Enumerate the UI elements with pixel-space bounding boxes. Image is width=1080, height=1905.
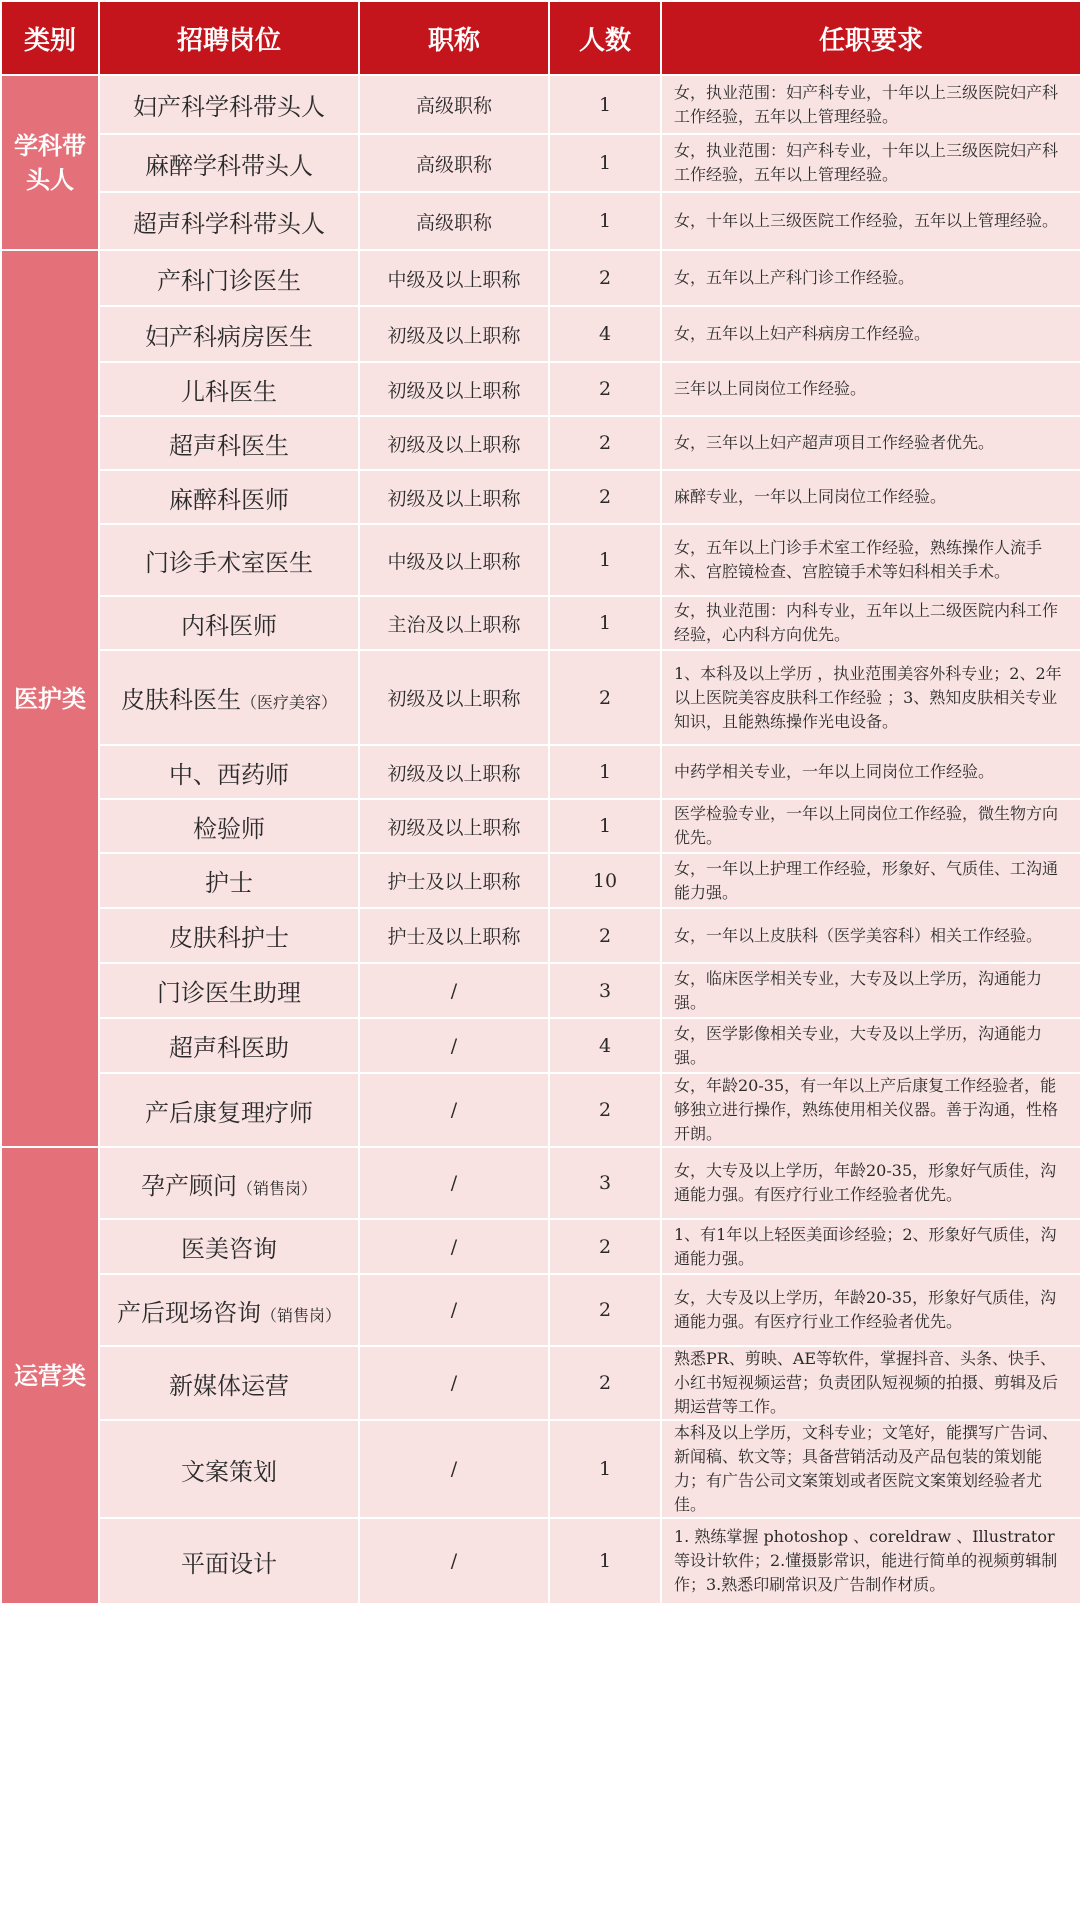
position-cell <box>100 1220 358 1273</box>
table-row <box>2 363 1080 415</box>
table-row <box>2 909 1080 962</box>
count-cell: 2 <box>550 909 660 962</box>
position-cell <box>100 1275 358 1345</box>
position-cell <box>100 417 358 469</box>
table-row <box>2 1275 1080 1345</box>
requirements-cell: 女，三年以上妇产超声项目工作经验者优先。 <box>662 417 1080 469</box>
table-row <box>2 800 1080 852</box>
position-name: 超声科医生 <box>169 431 289 460</box>
header-category: 类别 <box>2 2 98 74</box>
header-row <box>2 2 1080 74</box>
table-body <box>2 76 1080 1603</box>
count-cell: 2 <box>550 1220 660 1273</box>
requirements-cell: 中药学相关专业，一年以上同岗位工作经验。 <box>662 746 1080 798</box>
count-cell: 1 <box>550 193 660 249</box>
table-row <box>2 1074 1080 1146</box>
title-cell: 初级及以上职称 <box>360 471 548 523</box>
position-name: 妇产科学科带头人 <box>133 93 325 121</box>
position-name: 中、西药师 <box>169 760 289 789</box>
requirements-cell: 女，执业范围：妇产科专业，十年以上三级医院妇产科工作经验，五年以上管理经验。 <box>662 135 1080 191</box>
position-cell <box>100 471 358 523</box>
position-name: 检验师 <box>193 814 265 843</box>
position-name: 平面设计 <box>181 1549 277 1578</box>
requirements-cell: 麻醉专业，一年以上同岗位工作经验。 <box>662 471 1080 523</box>
table-row <box>2 193 1080 249</box>
count-cell: 4 <box>550 307 660 361</box>
count-cell: 2 <box>550 651 660 744</box>
count-cell: 10 <box>550 854 660 907</box>
count-cell: 3 <box>550 964 660 1017</box>
requirements-cell: 1. 熟练掌握 photoshop 、coreldraw 、Illustrator等设计软件；2.懂摄影常识，能进行简单的视频剪辑制作；3.熟悉印刷常识及广告制作材质。 <box>662 1519 1080 1603</box>
position-cell <box>100 597 358 649</box>
table-row <box>2 1148 1080 1218</box>
count-cell: 2 <box>550 363 660 415</box>
header-requirements: 任职要求 <box>662 2 1080 74</box>
requirements-cell: 女，五年以上门诊手术室工作经验，熟练操作人流手术、宫腔镜检查、宫腔镜手术等妇科相关手术。 <box>662 525 1080 595</box>
position-name: 超声科学科带头人 <box>133 209 325 238</box>
count-cell: 2 <box>550 1074 660 1146</box>
count-cell: 1 <box>550 1519 660 1603</box>
requirements-cell: 女，年龄20-35，有一年以上产后康复工作经验者，能够独立进行操作，熟练使用相关仪器。善于沟通，性格开朗。 <box>662 1074 1080 1146</box>
table-row <box>2 525 1080 595</box>
header-count: 人数 <box>550 2 660 74</box>
position-cell <box>100 525 358 595</box>
position-name: 产后现场咨询 <box>116 1298 261 1327</box>
title-cell: 高级职称 <box>360 76 548 133</box>
title-cell: 初级及以上职称 <box>360 363 548 415</box>
category-cell: 医护类 <box>2 251 98 1146</box>
title-cell: / <box>360 1275 548 1345</box>
requirements-cell: 熟悉PR、剪映、AE等软件，掌握抖音、头条、快手、小红书短视频运营；负责团队短视频的拍摄、剪辑及后期运营等工作。 <box>662 1347 1080 1419</box>
position-cell <box>100 251 358 305</box>
position-name: 新媒体运营 <box>169 1371 289 1400</box>
requirements-cell: 1、有1年以上轻医美面诊经验；2、形象好气质佳，沟通能力强。 <box>662 1220 1080 1273</box>
count-cell: 4 <box>550 1019 660 1072</box>
count-cell: 1 <box>550 746 660 798</box>
requirements-cell: 1、本科及以上学历 ，执业范围美容外科专业；2、2年以上医院美容皮肤科工作经验 ；3、熟知皮肤相关专业知识，且能熟练操作光电设备。 <box>662 651 1080 744</box>
table-row <box>2 597 1080 649</box>
position-name: 麻醉学科带头人 <box>145 151 313 180</box>
position-cell <box>100 135 358 191</box>
table-row <box>2 651 1080 744</box>
table-row <box>2 1019 1080 1072</box>
position-name: 医美咨询 <box>181 1235 277 1263</box>
table-row <box>2 854 1080 907</box>
requirements-cell: 女，五年以上产科门诊工作经验。 <box>662 251 1080 305</box>
title-cell: 中级及以上职称 <box>360 525 548 595</box>
position-cell <box>100 76 358 133</box>
position-cell <box>100 1019 358 1072</box>
title-cell: / <box>360 1074 548 1146</box>
position-name: 产科门诊医生 <box>157 266 301 295</box>
count-cell: 2 <box>550 251 660 305</box>
count-cell: 1 <box>550 1421 660 1517</box>
count-cell: 2 <box>550 1275 660 1345</box>
position-cell <box>100 746 358 798</box>
title-cell: / <box>360 964 548 1017</box>
position-cell <box>100 307 358 361</box>
position-name: 妇产科病房医生 <box>145 322 313 351</box>
table-row <box>2 135 1080 191</box>
requirements-cell: 女，临床医学相关专业，大专及以上学历，沟通能力强。 <box>662 964 1080 1017</box>
position-cell <box>100 854 358 907</box>
position-cell <box>100 1519 358 1603</box>
position-name: 门诊医生助理 <box>157 979 301 1007</box>
count-cell: 2 <box>550 471 660 523</box>
position-name: 文案策划 <box>181 1457 277 1486</box>
category-cell: 学科带头人 <box>2 76 98 249</box>
category-cell: 运营类 <box>2 1148 98 1603</box>
title-cell: 中级及以上职称 <box>360 251 548 305</box>
header-position: 招聘岗位 <box>100 2 358 74</box>
position-cell <box>100 193 358 249</box>
position-name: 门诊手术室医生 <box>145 548 313 577</box>
title-cell: 初级及以上职称 <box>360 417 548 469</box>
table-row <box>2 76 1080 133</box>
title-cell: 护士及以上职称 <box>360 854 548 907</box>
title-cell: / <box>360 1148 548 1218</box>
position-name: 皮肤科医生 <box>120 686 241 714</box>
position-note: （销售岗） <box>236 1178 317 1198</box>
table-row <box>2 1220 1080 1273</box>
table-row <box>2 251 1080 305</box>
table-row <box>2 1421 1080 1517</box>
position-name: 儿科医生 <box>181 377 277 406</box>
title-cell: 主治及以上职称 <box>360 597 548 649</box>
position-name: 超声科医助 <box>169 1034 289 1062</box>
header-title: 职称 <box>360 2 548 74</box>
table-row <box>2 1347 1080 1419</box>
requirements-cell: 女，一年以上皮肤科（医学美容科）相关工作经验。 <box>662 909 1080 962</box>
count-cell: 3 <box>550 1148 660 1218</box>
requirements-cell: 女，一年以上护理工作经验，形象好、气质佳、工沟通能力强。 <box>662 854 1080 907</box>
requirements-cell: 女，大专及以上学历，年龄20-35，形象好气质佳，沟通能力强。有医疗行业工作经验者优先。 <box>662 1148 1080 1218</box>
count-cell: 2 <box>550 417 660 469</box>
count-cell: 1 <box>550 135 660 191</box>
table-row <box>2 964 1080 1017</box>
position-name: 麻醉科医师 <box>169 485 289 514</box>
requirements-cell: 本科及以上学历，文科专业；文笔好，能撰写广告词、新闻稿、软文等；具备营销活动及产品包装的策划能力；有广告公司文案策划或者医院文案策划经验者尤佳。 <box>662 1421 1080 1517</box>
title-cell: / <box>360 1220 548 1273</box>
table-row <box>2 746 1080 798</box>
count-cell: 1 <box>550 525 660 595</box>
table-row <box>2 1519 1080 1603</box>
position-name: 护士 <box>205 869 253 897</box>
position-cell <box>100 1421 358 1517</box>
position-cell <box>100 363 358 415</box>
position-cell <box>100 1148 358 1218</box>
title-cell: / <box>360 1019 548 1072</box>
title-cell: 高级职称 <box>360 135 548 191</box>
position-name: 皮肤科护士 <box>169 924 289 952</box>
position-name: 孕产顾问 <box>140 1171 237 1200</box>
table-row <box>2 307 1080 361</box>
requirements-cell: 女，十年以上三级医院工作经验，五年以上管理经验。 <box>662 193 1080 249</box>
count-cell: 1 <box>550 800 660 852</box>
position-cell <box>100 1074 358 1146</box>
title-cell: / <box>360 1519 548 1603</box>
requirements-cell: 女，执业范围：内科专业，五年以上二级医院内科工作经验，心内科方向优先。 <box>662 597 1080 649</box>
position-cell <box>100 800 358 852</box>
position-cell <box>100 964 358 1017</box>
table-row <box>2 417 1080 469</box>
title-cell: 初级及以上职称 <box>360 307 548 361</box>
requirements-cell: 女，大专及以上学历，年龄20-35，形象好气质佳，沟通能力强。有医疗行业工作经验者优先。 <box>662 1275 1080 1345</box>
title-cell: 高级职称 <box>360 193 548 249</box>
requirements-cell: 女，医学影像相关专业，大专及以上学历，沟通能力强。 <box>662 1019 1080 1072</box>
title-cell: 初级及以上职称 <box>360 746 548 798</box>
count-cell: 1 <box>550 76 660 133</box>
position-cell <box>100 651 358 744</box>
title-cell: / <box>360 1347 548 1419</box>
count-cell: 2 <box>550 1347 660 1419</box>
position-cell <box>100 909 358 962</box>
count-cell: 1 <box>550 597 660 649</box>
title-cell: / <box>360 1421 548 1517</box>
position-note: （销售岗） <box>260 1305 341 1325</box>
title-cell: 初级及以上职称 <box>360 800 548 852</box>
requirements-cell: 女，执业范围：妇产科专业，十年以上三级医院妇产科工作经验，五年以上管理经验。 <box>662 76 1080 133</box>
table-row <box>2 471 1080 523</box>
title-cell: 初级及以上职称 <box>360 651 548 744</box>
position-name: 内科医师 <box>181 611 277 640</box>
position-name: 产后康复理疗师 <box>145 1098 313 1127</box>
title-cell: 护士及以上职称 <box>360 909 548 962</box>
position-cell <box>100 1347 358 1419</box>
requirements-cell: 医学检验专业，一年以上同岗位工作经验，微生物方向优先。 <box>662 800 1080 852</box>
requirements-cell: 三年以上同岗位工作经验。 <box>662 363 1080 415</box>
position-note: （医疗美容） <box>240 693 337 712</box>
requirements-cell: 女，五年以上妇产科病房工作经验。 <box>662 307 1080 361</box>
